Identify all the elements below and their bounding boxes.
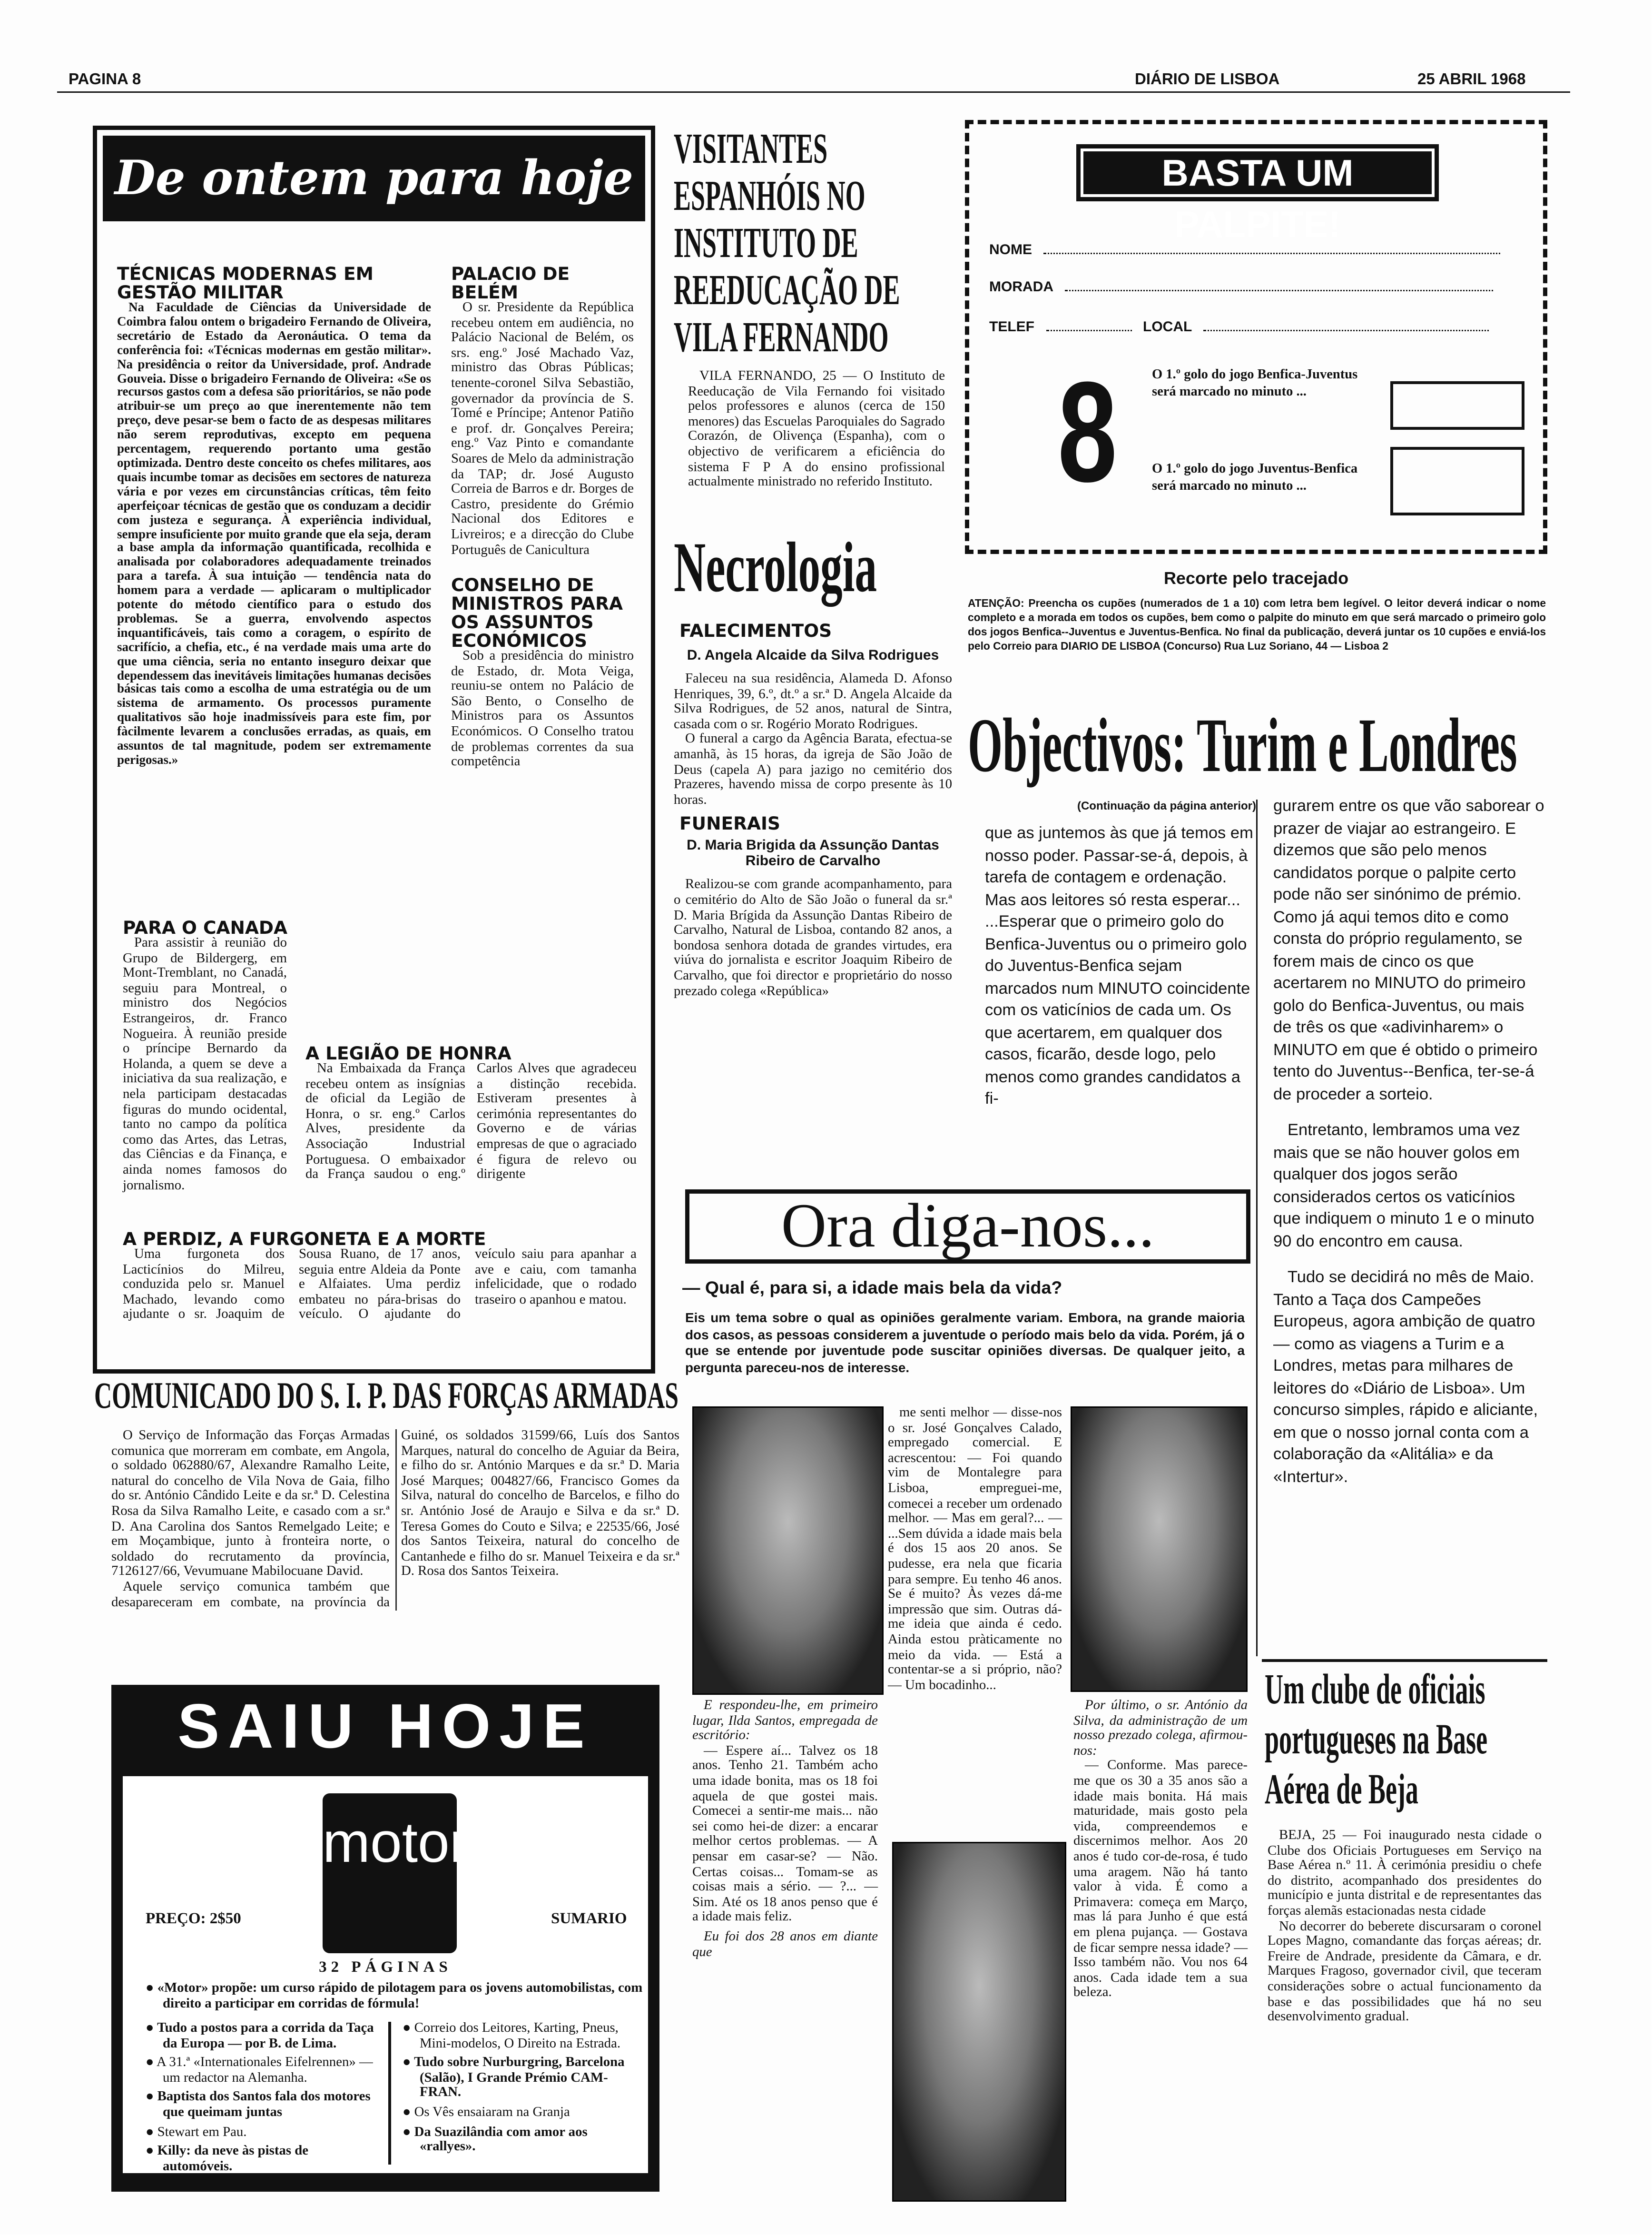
article-necrologia [674,521,952,1178]
article-body: gurarem entre os que vão saborear o prazer de viajar ao estrangeiro. E dizemos que são pelo menos candidatos porque o palpite certo pode não ser sinónimo de prémio. Como já aqui temos dito e como consta do próprio regulamento, se forem mais de cinco os que acertarem no MINUTO do primeiro golo do Benfica-Juventus, ou mais de três os que «adivinharem» o MINUTO em que é obtido o primeiro tento do Juventus--Benfica, ter-se-á de proceder a sorteio. [1273,798,1544,1103]
article-canada [123,918,637,1225]
ad-item: ● Baptista dos Santos fala dos motores que queimam juntas [146,2091,381,2121]
ontem-box [93,126,655,1374]
article-body: Na Faculdade de Ciências da Universidade de Coimbra falou ontem o brigadeiro Fernando de Oliveira, secretário de Estado da Aeronáutica. O tema da conferência foi: «Técnicas modernas em gestão militar». Na presidência o reitor da Universidade, prof. Andrade Gouveia. Disse o brigadeiro Fernando de Oliveira: «Se os recursos gastos com a defesa são prioritários, se não pode atribuir-se um preço ao que inerentemente não tem preço, deve pesar-se bem o facto de as despesas militares não serem reprodutivas, excepto em pequena percentagem, requerendo portanto uma gestão optimizada. Dentro deste conceito os chefes militares, aos quais incumbe tomar as decisões em sectores de natureza vária e por vezes em circunstâncias críticas, têm feito aperfeiçoar técnicas de gestão que os conduzam a decidir com justeza e segurança. À experiência individual, sempre insuficiente por muito grande que ela seja, deram a base ampla da informação quantificada, recolhida e analisada por colaboradores adequadamente treinados para a tarefa. À sua intuição — tendência nata do homem para a verdade — aplicaram o multiplicador potente do método científico para o estudo dos problemas. Se a guerra, envolvendo aspectos inquantificáveis, tais como a coragem, o espírito de sacrifício, a chefia, etc., é na verdade mais uma arte do que uma ciência, seria no entanto inseguro deixar que dependessem das inevitáveis limitações humanas decisões básicas tais como a escolha de uma estratégia ou de um sistema de armamento. Os processos puramente qualitativos são hoje inadmissíveis para este fim, por fàcilmente levarem a conclusões erradas, as quais, em assuntos de tal magnitude, podem ser extremamente perigosas.» [117,300,431,767]
local-label: LOCAL [1143,320,1192,336]
continuation-note: (Continuação da página anterior) [1077,800,1256,812]
answer-text: Eu foi dos 28 anos em diante que [692,1928,878,1960]
article-body: Sob a presidência do ministro de Estado, dr. Mota Veiga, reuniu-se ontem no Palácio de São Bento, o Conselho de Ministros para os Assuntos Económicos. O Conselho tratou de problemas correntes da sua competência [451,648,634,770]
answer-antonio [1073,1699,1248,2199]
article-body: Na Embaixada da França recebeu ontem as insígnias de oficial da Legião de Honra, o sr. eng.º Carlos Alves, presidente da Associação Industrial Portuguesa. O embaixador da França saudou o eng.º Carlos Alves que agradeceu a distinção recebida. Estiveram presentes à cerimónia representantes do Governo e de várias empresas de que o agraciado é figura de relevo ou dirigente [305,1061,637,1183]
headline: PALACIO DE BELÉM [451,263,570,303]
caption: Por último, o sr. António da Silva, da administração de um nosso prezado colega, afirmou-nos: [1073,1698,1248,1759]
newspaper-name: DIÁRIO DE LISBOA [1135,71,1280,89]
article-body: VILA FERNANDO, 25 — O Instituto de Reeducação de Vila Fernando foi visitado pelos professores e alunos (cerca de 150 menores) das Escuelas Paroquiales do Sagrado Corazón, de Olivença (Espanha), com o objectivo de verificarem a eficiência do sistema F P A do ensino profissional actualmente ministrado no referido Instituto. [688,368,945,490]
ad-divider [388,2022,391,2165]
ad-item: ● Os Vês ensaiaram na Granja [403,2106,634,2121]
column-rule [1256,800,1258,1656]
photo-jose-calado [892,1842,1066,2202]
article-body: O Serviço de Informação das Forças Armadas comunica que morreram em combate, em Angola, o soldado 062880/67, Alexandre Ramalho Leite, natural do concelho de Vila Nova de Gaia, filho do sr. António Cândido Leite e da sr.ª D. Celestina Rosa da Silva Ramalho Leite, e casado com a sr.ª D. Ana Carolina dos Santos Remelgado Leite; e em Moçambique, junto à fronteira norte, o soldado do recrutamento da província, 7126127/66, Vevumuane Mabilocuane David. [111,1428,390,1580]
page-number: PAGINA 8 [69,71,141,89]
minute-input-2[interactable] [1390,447,1524,515]
ad-item: ● Tudo a postos para a corrida da Taça da Europa — por B. de Lima. [146,2022,381,2052]
ad-item: ● Tudo sobre Nurburgring, Barcelona (Salão), I Grande Prémio CAM-FRAN. [403,2057,634,2102]
clube-headline: Um clube de oficiais portugueses na Base Aérea de Beja [1265,1666,1488,1813]
ad-item: ● Da Suazilândia com amor aos «rallyes». [403,2126,634,2156]
phone-field[interactable] [989,316,1517,336]
objectivos-headline: Objectivos: Turim e Londres [968,702,1517,788]
article-body: No decorrer do beberete discursaram o coronel Lopes Magno, comandante das forças aéreas; dr. Freire de Andrade, presidente da Câmara, e dr. Marques Fragoso, governador civil, que teceram considerações sobre o actual funcionamento da base e das possibilidades que há no seu desenvolvimento gradual. [1268,1918,1542,2025]
name-field[interactable] [989,238,1517,258]
article-body: Faleceu na sua residência, Alameda D. Afonso Henriques, 39, 6.º, dt.º a sr.ª D. Angela Alcaide da Silva Rodrigues, de 52 anos, natural de Sintra, casada com o sr. Rogério Morato Rodrigues. [674,671,952,732]
article-body: Uma furgoneta dos Lacticínios do Milreu, conduzida pelo sr. Manuel Machado, levando como ajudante o sr. Joaquim de Sousa Ruano, de 17 anos, seguia entre Aldeia da Ponte e Alfaiates. Uma perdiz embateu no pára-brisas do veículo. O ajudante do veículo saiu para apanhar a ave e caiu, com tamanha infelicidade, que o rodado traseiro o apanhou e matou. [123,1246,637,1323]
article-body: O sr. Presidente da República recebeu ontem em audiência, no Palácio Nacional de Belém, os srs. eng.º José Machado Vaz, ministro das Obras Públicas; tenente-coronel Silva Sebastião, governador da província de S. Tomé e Príncipe; Antenor Patiño e prof. dr. Gonçalves Pereira; eng.º Vaz Pinto e comandante Soares de Melo da administração da TAP; dr. José Augusto Correia de Barros e dr. Borges de Castro, presidente do Grémio Nacional dos Editores e Livreiros; e a direcção do Clube Português de Canicultura [451,300,634,558]
header-rule [57,91,1570,93]
headline: CONSELHO DE MINISTROS PARA OS ASSUNTOS ECONÓMICOS [451,574,623,652]
subhead: FALECIMENTOS [679,620,832,641]
obituary-name: D. Maria Brigida da Assunção Dantas Ribeiro de Carvalho [687,839,939,870]
article-body: O funeral a cargo da Agência Barata, efectua-se amanhã, às 15 horas, da igreja de São João de Deus (capela A) para jazigo no cemitério dos Prazeres, havendo missa de corpo presente às 10 horas. [674,732,952,808]
article-body: BEJA, 25 — Foi inaugurado nesta cidade o Clube dos Oficiais Portugueses em Serviço na Base Aérea n.º 11. À cerimónia presidiu o chefe do distrito, acompanhado dos presidentes do município e junta distrital e de representantes das forças alemãs estacionadas nesta cidade [1268,1828,1542,1919]
article-body: Realizou-se com grande acompanhamento, para o cemitério do Alto de São João o funeral da sr.ª D. Maria Brígida da Assunção Dantas Ribeiro de Carvalho, Natural de Lisboa, contando 82 anos, a bondosa senhora dotada de grandes virtudes, era viúva do jornalista e escritor Joaquim Ribeiro de Carvalho, que foi director e proprietário do nosso prezado colega «República» [674,877,952,999]
caption: E respondeu-lhe, em primeiro lugar, Ilda Santos, empregada de escritório: [692,1698,878,1744]
ad-summary-label: SUMARIO [551,1910,627,1928]
name-label: NOME [989,243,1032,258]
article-perdiz [123,1229,637,1358]
article-comunicado [94,1375,679,1668]
ad-list-left [146,2022,381,2179]
ad-price: PREÇO: 2$50 [146,1910,241,1928]
headline: A PERDIZ, A FURGONETA E A MORTE [123,1228,486,1249]
clube-body [1268,1829,1542,2026]
article-body: Tudo se decidirá no mês de Maio. Tanto a Taça dos Campeões Europeus, agora ambição de quatro — como as viagens a Turim e a Londres, metas para milhares de leitores do «Diário de Lisboa». Um concurso simples, rápido e aliciante, em que o nosso jornal conta com a colaboração da «Alitália» e da «Intertur». [1273,1269,1538,1486]
ad-headline: SAIU HOJE [177,1692,593,1762]
objectivos-col2 [1273,797,1544,1651]
ad-pages: 32 PÁGINAS [319,1959,452,1976]
palpite-title: BASTA UM PALPITE! [1076,144,1439,201]
phone-label: TELEF [989,320,1035,336]
question-2: O 1.º golo do jogo Juventus-Benfica será marcado no minuto ... [1152,463,1358,494]
ad-list-right [403,2022,634,2160]
palpite-coupon[interactable] [965,120,1547,554]
cut-instruction: Recorte pelo tracejado [1163,568,1349,588]
ora-intro: Eis um tema sobre o qual as opiniões geralmente variam. Embora, na grande maioria dos casos, as pessoas considerem a juventude o período mais belo da vida. Porém, já o que se entende por juventude pode suscitar opiniões diversas. De qualquer jeito, a pergunta pareceu-nos de interesse. [685,1311,1245,1375]
headline: Ora diga-nos... [781,1191,1155,1261]
objectivos-col1 [985,800,1256,1185]
address-label: MORADA [989,280,1053,296]
ora-question: — Qual é, para si, a idade mais bela da vida? [682,1278,1062,1298]
article-tecnicas [117,264,431,914]
ora-banner [685,1189,1250,1264]
ad-item: ● Correio dos Leitores, Karting, Pneus, Mini-modelos, O Direito na Estrada. [403,2022,634,2052]
headline: VISITANTES ESPANHÓIS NO INSTITUTO DE REEDUCAÇÃO DE VILA FERNANDO [674,126,900,361]
motor-logo: motor [323,1793,457,1953]
ad-item: ● Stewart em Pau. [146,2126,381,2141]
headline: A LEGIÃO DE HONRA [305,1042,511,1064]
issue-date: 25 ABRIL 1968 [1417,71,1526,89]
answer-text: — Espere aí... Talvez os 18 anos. Tenho 21. Também acho uma idade bonita, mas os 18 foi aquela de que gostei mais. Comecei a sentir-me mais... não sei como hei-de dizer: a encarar melhor certos problemas. — A pensar em casar-se? — Não. Certas coisas... Tomam-se as coisas mais a sério. — ?... — Sim. Até os 18 anos penso que é a idade mais feliz. [692,1743,878,1925]
headline: Necrologia [674,527,877,607]
obituary-name: D. Angela Alcaide da Silva Rodrigues [687,648,939,664]
motor-advertisement [111,1685,659,2192]
article-body: Para assistir à reunião do Grupo de Bildergerg, em Mont-Tremblant, no Canadá, seguiu para Montreal, o ministro dos Negócios Estrangeiros, dr. Franco Nogueira. À reunião preside o príncipe Bernardo da Holanda, a quem se deve a iniciativa da sua realização, e nela participam destacadas figuras do mundo ocidental, tanto no campo da política como das Artes, das Letras, das Ciências e da Finança, e ainda nomes famosos do jornalismo. [123,935,287,1193]
minute-input-1[interactable] [1390,381,1524,430]
subhead: FUNERAIS [679,813,780,835]
attention-text: Preencha os cupões (numerados de 1 a 10) com letra bem legível. O leitor deverá indicar o nome completo e a morada em todos os cupões, bem como o palpite do minuto em que será marcado o primeiro golo dos jogos Benfica--Juventus e Juventus-Benfica. No final da publicação, deverá juntar os 10 cupões e enviá-los pelo Correio para DIARIO DE LISBOA (Concurso) Rua Luz Soriano, 44 — Lisboa 2 [968,597,1546,653]
article-belem [451,264,634,914]
attention-label: ATENÇÃO: [968,597,1024,610]
address-field[interactable] [989,276,1517,296]
photo-antonio-silva [1071,1406,1248,1692]
ad-body [123,1776,648,2173]
headline: TÉCNICAS MODERNAS EM GESTÃO MILITAR [117,263,374,303]
answer-jose: me senti melhor — disse-nos o sr. José Gonçalves Calado, empregado comercial. E acrescentou: — Foi quando vim de Montalegre para Lisboa, empreguei-me, comecei a receber um ordenado melhor. — Mas em geral?... — ...Sem dúvida a idade mais bela é dos 15 aos 20 anos. Se pudesse, era nela que ficaria para sempre. Eu tenho 46 anos. Se é muito? Às vezes dá-me impressão que sim. Outras dá-me ideia que ainda é cedo. Ainda estou pràticamente no meio da vida. — Está a contentar-se a si próprio, não? — Um bocadinho... [888,1405,1062,1693]
answer-text: — Conforme. Mas parece-me que os 30 a 35 anos são a idade mais bonita. Há mais maturidade, mais gosto pela vida, compreendemos e discernimos melhor. Aos 20 anos é tudo cor-de-rosa, é tudo uma aragem. Não há tanto valor à vida. É como a Primavera: começa em Março, mas lá para Junho é que está em plena pujança. — Gostava de ficar sempre nessa idade? — Isso também não. Vou nos 64 anos. Cada idade tem a sua beleza. [1073,1758,1248,2001]
section-banner: De ontem para hoje [103,136,645,221]
coupon-number: 8 [1057,353,1118,513]
question-1: O 1.º golo do jogo Benfica-Juventus será marcado no minuto ... [1152,368,1358,400]
answer-ilda [692,1699,878,2199]
article-body: Aquele serviço comunica também que desapareceram em combate, na província da Guiné, os soldados 31599/66, Luís dos Santos Marques, natural do concelho de Aguiar da Beira, e filho do sr. António Marques e da sr.ª D. Maria José Marques; 004827/66, Francisco Gomes da Silva, natural do concelho de Barcelos, e filho do sr. António José de Araujo e Silva e da sr.ª D. Teresa Gomes do Couto e Silva; e 22535/66, José dos Santos Teixeira, natural do concelho de Cantanhede e filho do sr. Manuel Teixeira e da sr.ª D. Rosa dos Santos Teixeira. [111,1428,679,1610]
article-clube [1265,1665,1544,2207]
ad-item: ● A 31.ª «Internationales Eifelrennen» — um redactor na Alemanha. [146,2057,381,2087]
ad-item: ● Killy: da neve às pistas de automóveis. [146,2145,381,2175]
headline: PARA O CANADA [123,917,288,938]
article-body: que as juntemos às que já temos em nosso poder. Passar-se-á, depois, à tarefa de contagem e ordenação. Mas aos leitores só resta esperar... ...Esperar que o primeiro golo do Benfica-Juventus ou o primeiro golo do Juventus-Benfica sejam marcados num MINUTO coincidente com os vaticínios de cada um. Os que acertarem, em qualquer dos casos, ficarão, desde logo, pelo menos como grandes candidatos a fi- [985,825,1253,1108]
ad-lead: ● «Motor» propõe: um curso rápido de pilotagem para os jovens automobilistas, com direito a participar em corridas de fórmula! [146,1982,648,2012]
article-body: Entretanto, lembramos uma vez mais que se não houver golos em qualquer dos jogos serão considerados certos os vaticínios que indiquem o minuto 1 e o minuto 90 do encontro em causa. [1273,1122,1534,1250]
attention-note [968,597,1546,697]
photo-ilda-santos [692,1406,884,1695]
rule [1262,1659,1547,1662]
headline: COMUNICADO DO S. I. P. DAS FORÇAS ARMADAS [94,1375,679,1416]
article-visitantes [674,126,948,514]
